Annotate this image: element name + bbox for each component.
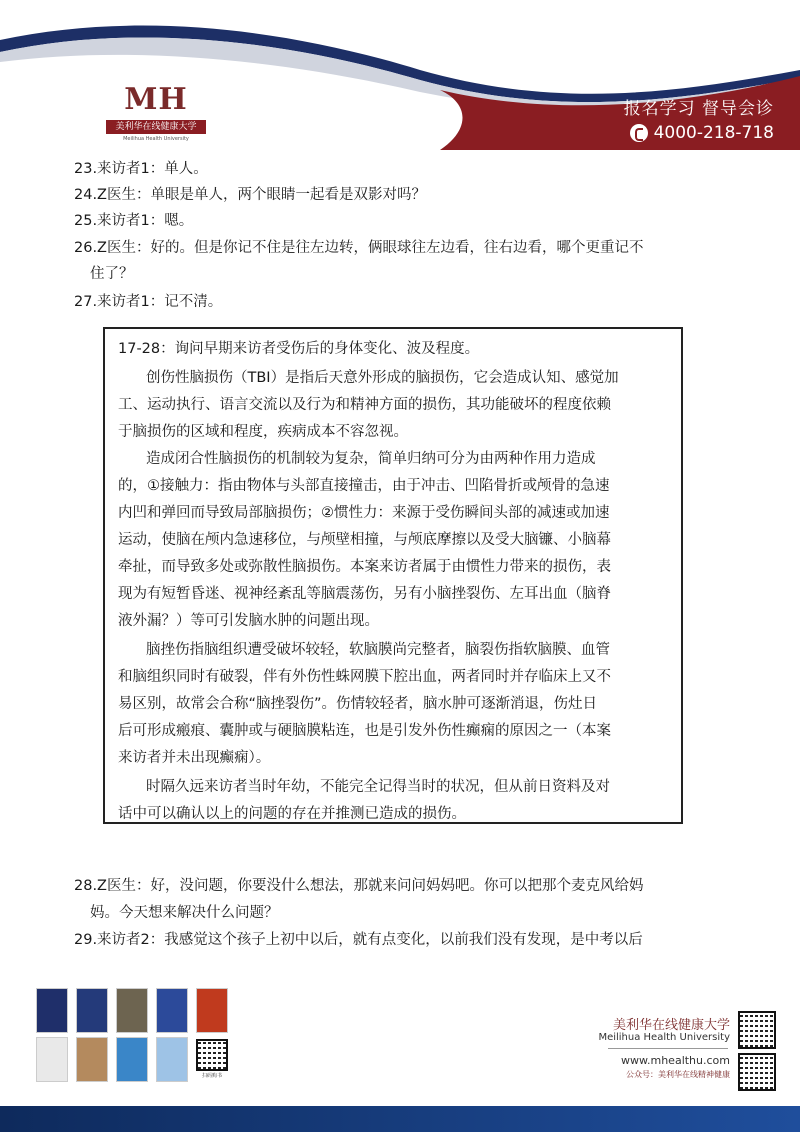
book-cover-image — [116, 988, 148, 1033]
commentary-heading: 17-28：询问早期来访者受伤后的身体变化、波及程度。 — [118, 341, 480, 357]
logo-monogram: MH — [124, 82, 188, 117]
dialogue-line: 25.来访者1：嗯。 — [74, 213, 194, 229]
book-cover-image — [156, 1037, 188, 1082]
book-cover-image — [156, 988, 188, 1033]
book-cover-image — [116, 1037, 148, 1082]
dialogue-line: 29.来访者2：我感觉这个孩子上初中以后，就有点变化，以前我们没有发现，是中考以后 — [74, 932, 643, 948]
footer-divider — [608, 1048, 728, 1049]
commentary-line: 时隔久远来访者当时年幼，不能完全记得当时的状况，但从前日资料及对 — [146, 779, 610, 795]
logo-ribbon: 美利华在线健康大学 — [106, 120, 206, 134]
contact-block — [624, 94, 774, 143]
header-phone — [624, 123, 774, 143]
phone-number: 4000-218-718 — [653, 123, 774, 143]
commentary-line: 内凹和弹回而导致局部脑损伤；②惯性力：来源于受伤瞬间头部的减速或加速 — [118, 505, 610, 521]
university-logo — [104, 76, 208, 158]
dialogue-line-continued: 妈。今天想来解决什么问题？ — [90, 905, 279, 921]
dialogue-line: 27.来访者1：记不清。 — [74, 294, 223, 310]
page-header — [0, 0, 800, 160]
logo-english-name: Meilihua Health University — [123, 136, 189, 142]
commentary-line: 液外漏？）等可引发脑水肿的问题出现。 — [118, 613, 379, 629]
footer-brand-cn: 美利华在线健康大学 — [612, 1018, 730, 1033]
commentary-box — [103, 327, 683, 824]
dialogue-line: 28.Z医生：好，没问题，你要没什么想法，那就来问问妈妈吧。你可以把那个麦克风给妈 — [74, 878, 644, 894]
commentary-line: 的，①接触力：指由物体与头部直接撞击，由于冲击、凹陷骨折或颅骨的急速 — [118, 478, 610, 494]
commentary-line: 运动，使脑在颅内急速移位，与颅壁相撞，与颅底摩擦以及受大脑镰、小脑幕 — [118, 532, 611, 548]
commentary-line: 创伤性脑损伤（TBI）是指后天意外形成的脑损伤，它会造成认知、感觉加 — [146, 370, 619, 386]
book-qr-code-icon — [196, 1039, 228, 1071]
book-cover-image — [36, 1037, 68, 1082]
commentary-line: 造成闭合性脑损伤的机制较为复杂，简单归纳可分为由两种作用力造成 — [146, 451, 596, 467]
book-cover-image — [196, 988, 228, 1033]
dialogue-line: 26.Z医生：好的。但是你记不住是往左边转，俩眼球往左边看，往右边看，哪个更重记不 — [74, 240, 644, 256]
commentary-line: 牵扯，而导致多处或弥散性脑损伤。本案来访者属于由惯性力带来的损伤，表 — [118, 559, 611, 575]
commentary-line: 后可形成瘢痕、囊肿或与硬脑膜粘连，也是引发外伤性癫痫的原因之一（本案 — [118, 723, 611, 739]
book-cover-image — [36, 988, 68, 1033]
commentary-line: 易区别，故常会合称“脑挫裂伤”。伤情较轻者，脑水肿可逐渐消退，伤灶日 — [118, 696, 598, 712]
website-qr-code-icon — [738, 1011, 776, 1049]
wechat-qr-code-icon — [738, 1053, 776, 1091]
book-cover-image — [76, 1037, 108, 1082]
footer-wechat: 公众号：美利华在线精神健康 — [626, 1070, 730, 1079]
footer-brand-en: Meilihua Health University — [598, 1032, 730, 1043]
commentary-line: 于脑损伤的区域和程度，疾病成本不容忽视。 — [118, 424, 408, 440]
commentary-line: 工、运动执行、语言交流以及行为和精神方面的损伤，其功能破坏的程度依赖 — [118, 397, 611, 413]
dialogue-line-continued: 住了？ — [90, 266, 134, 282]
commentary-line: 来访者并未出现癫痫）。 — [118, 750, 271, 766]
dialogue-line: 24.Z医生：单眼是单人，两个眼睛一起看是双影对吗？ — [74, 187, 426, 203]
footer-website: www.mhealthu.com — [621, 1054, 730, 1067]
header-slogan: 报名学习 督导会诊 — [623, 99, 774, 119]
phone-icon — [630, 124, 648, 142]
commentary-line: 话中可以确认以上的问题的存在并推测已造成的损伤。 — [118, 806, 466, 822]
footer-blue-bar — [0, 1106, 800, 1132]
book-cover-image — [76, 988, 108, 1033]
dialogue-line: 23.来访者1：单人。 — [74, 161, 208, 177]
qr-caption: 扫码购书 — [201, 1073, 222, 1079]
commentary-line: 脑挫伤指脑组织遭受破坏较轻，软脑膜尚完整者，脑裂伤指软脑膜、血管 — [146, 642, 610, 658]
commentary-line: 现为有短暂昏迷、视神经紊乱等脑震荡伤，另有小脑挫裂伤、左耳出血（脑脊 — [118, 586, 611, 602]
commentary-line: 和脑组织同时有破裂，伴有外伤性蛛网膜下腔出血，两者同时并存临床上又不 — [118, 669, 611, 685]
